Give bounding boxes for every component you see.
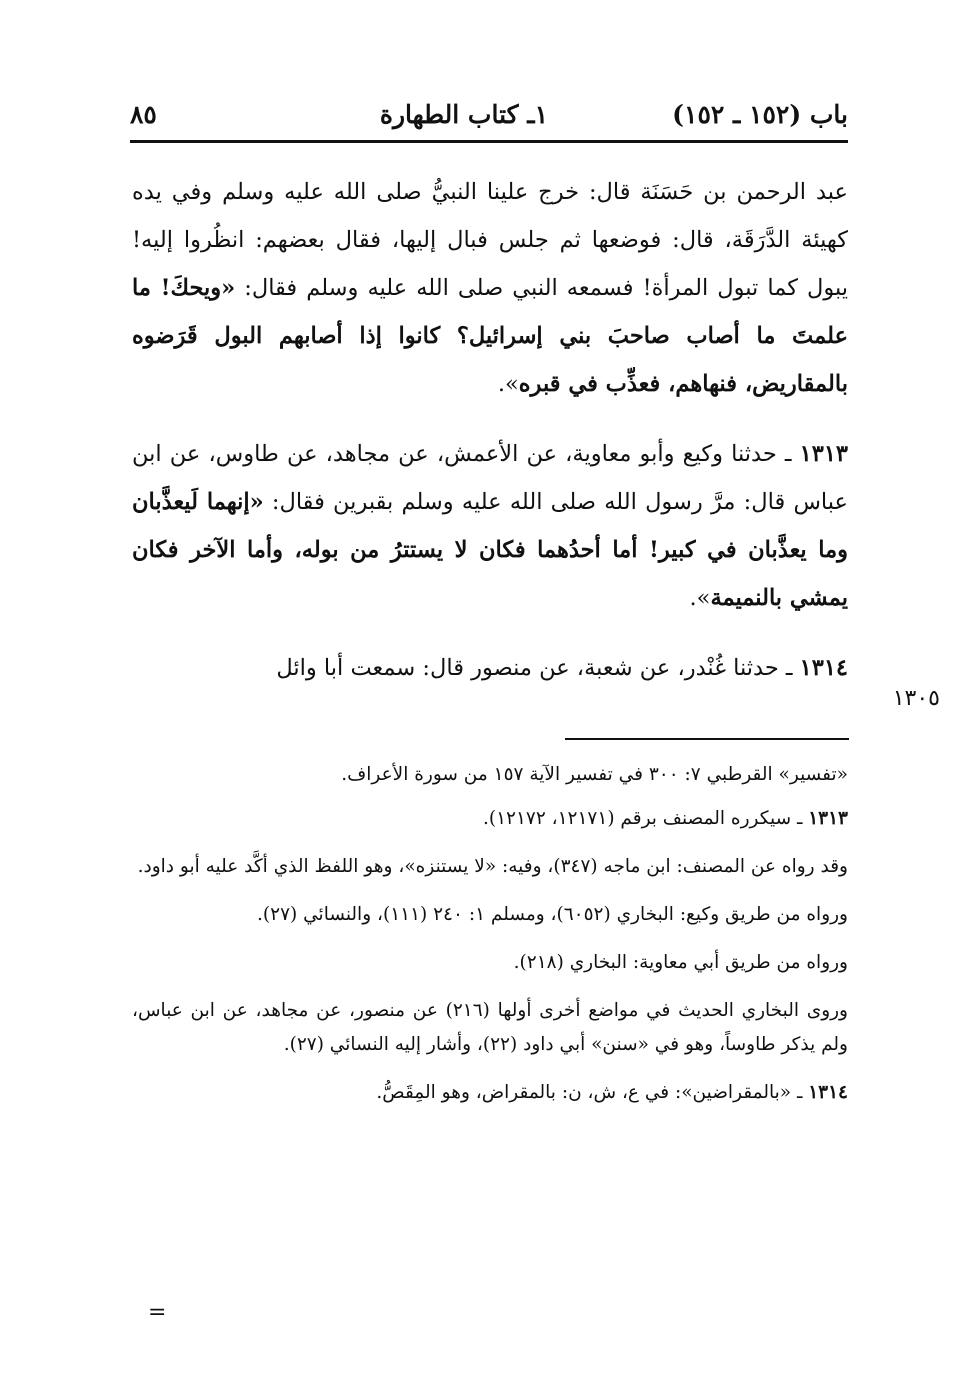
footnote-number: ١٣١٣	[808, 808, 848, 829]
footnote	[132, 802, 848, 836]
footnote-text: ـ سيكرره المصنف برقم (١٢١٧١، ١٢١٧٢).	[482, 808, 809, 829]
book-heading: ١ـ كتاب الطهارة	[379, 100, 548, 129]
quote-close: ».	[497, 371, 519, 397]
footnote-text: ـ «بالمقراضين»: في ع، ش، ن: بالمقراض، وهو المِقَصُّ.	[376, 1082, 809, 1103]
hadith-continuation	[132, 168, 848, 408]
footnote: ورواه من طريق وكيع: البخاري (٦٠٥٢)، ومسلم ١: ٢٤٠ (١١١)، والنسائي (٢٧).	[257, 904, 848, 925]
narration-text: ـ حدثنا غُنْدر، عن شعبة، عن منصور قال: سمعت أبا وائل	[276, 655, 800, 681]
footnote: «تفسير» القرطبي ٧: ٣٠٠ في تفسير الآية ١٥٧ من سورة الأعراف.	[341, 764, 848, 785]
page-header	[130, 96, 848, 143]
narration-text: عبد الرحمن بن حَسَنَة قال: خرج علينا النبيُّ صلى الله عليه وسلم وفي يده كهيئة الدَّرَقَة، قال: فوضعها ثم جلس فبال إليها، فقال بعضهم: انظُروا إليه! يبول كما تبول المرأة! فسمعه النبي صلى الله عليه وسلم فقال:	[132, 179, 848, 301]
narration-text: ـ حدثنا وكيع وأبو معاوية، عن الأعمش، عن مجاهد، عن طاوس، عن ابن عباس قال: مرَّ رسول الله صلى الله عليه وسلم بقبرين فقال:	[132, 441, 848, 515]
main-text	[132, 168, 848, 692]
footnote: وروى البخاري الحديث في مواضع أخرى أولها (٢١٦) عن منصور، عن مجاهد، عن ابن عباس، ولم يذكر طاوساً، وهو في «سنن» أبي داود (٢٢)، وأشار إليه النسائي (٢٧).	[132, 1000, 848, 1055]
footnote: ورواه من طريق أبي معاوية: البخاري (٢١٨).	[513, 952, 848, 973]
prophetic-saying: «إنهما لَيعذَّبان وما يعذَّبان في كبير! أما أحدُهما فكان لا يستترُ من بوله، وأما الآخر فكان يمشي بالنميمة	[132, 489, 848, 611]
hadith-1314	[132, 644, 848, 692]
hadith-number: ١٣١٣	[799, 441, 848, 467]
quote-close: ».	[689, 585, 711, 611]
footnote-number: ١٣١٤	[808, 1082, 848, 1103]
footnotes	[132, 758, 848, 1124]
hadith-number: ١٣١٤	[799, 655, 848, 681]
margin-reference-number: ١٣٠٥	[892, 686, 940, 711]
chapter-heading: باب (١٥٢ ـ ١٥٢)	[672, 100, 848, 129]
footnote: وقد رواه عن المصنف: ابن ماجه (٣٤٧)، وفيه: «لا يستنزه»، وهو اللفظ الذي أكَّد عليه أبو داود.	[137, 856, 848, 877]
page-number: ٨٥	[130, 100, 157, 129]
prophetic-saying: «ويحكَ! ما علمتَ ما أصاب صاحبَ بني إسرائيل؟ كانوا إذا أصابهم البول قَرَضوه بالمقاريض، فنهاهم، فعذِّب في قبره	[132, 275, 848, 397]
hadith-1313	[132, 430, 848, 622]
continuation-mark: =	[148, 1300, 167, 1325]
footnote-divider	[565, 738, 849, 740]
footnote	[132, 1076, 848, 1110]
